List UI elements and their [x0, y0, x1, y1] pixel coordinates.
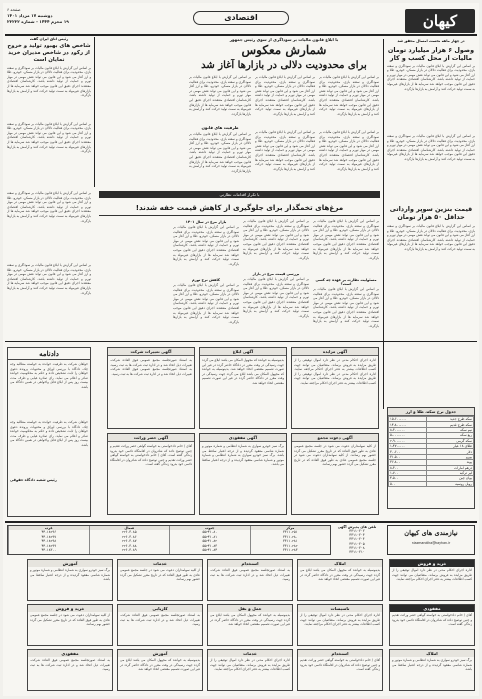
classified-ad-text: اداره اجرای احکام مدنی در نظر دارد اموال توقیفی را از طریق مزایده به فروش برساند. متقاضیان می توانند جهت کسب اطلاعات بیشتر به دفتر اجرای احکام مراجعه نمایند. [210, 658, 290, 672]
region-phone: ۲۲۶۰۳۰۸۷ [121, 539, 137, 544]
right-story-1: در چهار ماهه نخست امسال محقق شد وصول ۶ هزار میلیارد تومان مالیات از محل کسب و کار بر اساس این گزارش با ابلاغ قانون مالیات بر سوداگری و سفته بازی، محدودیت برای فعالیت دلالان در بازار مسکن، خودرو، طلا و ارز آغاز می شود و این قانون می تواند نقش مهمی در مهار تورم و حمایت از تولید داشته باشد. کارشناسان اقتصادی معتقدند اجرای دقیق این قانون موجب خواهد شد سرمایه ها از بازارهای غیرمولد به سمت تولید حرکت کنند و آرامش به بازارها بازگردد. [387, 39, 475, 91]
region-phone: ۵۵۲۴۱۰۸۱ [202, 534, 218, 539]
region-phone: ۳۳۱۱۰۲۵۱ [282, 530, 298, 535]
classifieds-phones: تلفن های پذیرش آگهی ۳۳۱۱۰۲۰۲ ۳۳۱۱۰۲۰۳ ۳۳۱۱۰۲۰۴ ۳۳۱۱۰۲۰۵ ۳۳۱۱۰۲۰۸ ۳۳۱۱۰۲۱۰ [331, 525, 383, 555]
legal-notice [199, 433, 287, 515]
classified-ad [27, 604, 113, 646]
classified-ad-text: به استناد صورتجلسه مجمع عمومی فوق العاده شرکت، تغییرات ذیل اتخاذ شد و در اداره ثبت شرکت ها به ثبت رسید. [210, 568, 290, 582]
classified-ad [117, 649, 203, 691]
legal-notice-title: آگهی مزایده [292, 348, 378, 356]
column-rule [94, 37, 95, 187]
classified-ad [207, 559, 293, 601]
classifieds-logo: نیازمندی های کیهان niazmandiha@kayhan.ir [387, 525, 475, 555]
region-phone: ۳۳۱۱۰۲۸۲ [282, 543, 298, 548]
classified-ad-text: برگ سبز خودرو سواری به شماره انتظامی و شماره موتور و شماره شاسی مفقود گردیده و از درجه اعتبار ساقط می باشد. [392, 658, 472, 672]
legal-notice-text: بدینوسیله به خوانده که مجهول المکان می باشد ابلاغ می گردد جهت رسیدگی در وقت مقرر در دادگاه حاضر گردد در غیر این صورت تصمیم مقتضی اتخاذ خواهد شد. بدینوسیله به خوانده که مجهول المکان می باشد ابلاغ می گردد جهت رسیدگی در وقت مقرر در دادگاه حاضر گردد در غیر این صورت تصمیم مقتضی اتخاذ خواهد شد. [202, 358, 284, 385]
classified-ad [389, 559, 475, 601]
classified-ad [117, 559, 203, 601]
legal-notice-title: آگهی دعوت مجمع [292, 434, 378, 442]
dadnameh-title: دادنامه [8, 348, 90, 360]
classified-ad-title: مفقودی [28, 650, 112, 657]
classified-ad [207, 649, 293, 691]
region-phone: ۵۵۲۴۱۰۸۳ [202, 543, 218, 548]
gold-item-price: ۳۶،۸۰۰ [389, 460, 427, 465]
gold-item-price: ۱،۴۷۰،۰۰۰ [389, 443, 427, 448]
legal-notice-text: آقای / خانم دادخواستی به خواسته گواهی حصر وراثت تقدیم و چنین توضیح داده که شادروان در اقامتگاه دائمی خود بدرود زندگی گفته است. آقای / خانم دادخواستی به خواسته گواهی حصر وراثت تقدیم و چنین توضیح داده که شادروان در اقامتگاه دائمی خود بدرود زندگی گفته است. [110, 444, 192, 467]
main-story-kicker: با ابلاغ قانون مالیات بر سوداگری از سوی رئیس جمهور [229, 37, 339, 42]
classified-ad-title: استخدام [208, 560, 292, 567]
classified-ad-title: خدمات [118, 560, 202, 567]
legal-notice-title: آگهی ابلاغ [200, 348, 286, 356]
region-phone-column [89, 526, 170, 554]
gold-table-row [389, 481, 474, 486]
middle-story-kicker: با تکرار اقدامات نظارتی [99, 191, 380, 198]
gold-item-name: ربع سکه [426, 433, 474, 438]
region-phone: ۵۵۲۴۱۰۸۴ [202, 548, 218, 553]
middle-col-3: بازار مرغ در سال ۱۴۰۱ بر اساس این گزارش با ابلاغ قانون مالیات بر سوداگری و سفته بازی، محدودیت برای فعالیت دلالان در بازار مسکن، خودرو، طلا و ارز آغاز می شود و این قانون می تواند نقش مهمی در مهار تورم و حمایت از تولید داشته باشد. کارشناسان اقتصادی معتقدند اجرای دقیق این قانون موجب خواهد شد سرمایه ها از بازارهای غیرمولد به سمت تولید حرکت کنند و آرامش به بازارها بازگردد. کاهش نرخ تورم بر اساس این گزارش با ابلاغ قانون مالیات بر سوداگری و سفته بازی، محدودیت برای فعالیت دلالان در بازار مسکن، خودرو، طلا و ارز آغاز می شود و این قانون می تواند نقش مهمی در مهار تورم و حمایت از تولید داشته باشد. کارشناسان اقتصادی معتقدند اجرای دقیق این قانون موجب خواهد شد سرمایه ها از بازارهای غیرمولد به سمت تولید حرکت کنند و آرامش به بازارها بازگردد. [173, 220, 239, 324]
legal-notice-title: آگهی حصر وراثت [108, 434, 194, 442]
region-phone: ۳۳۱۱۰۲۸۳ [282, 548, 298, 553]
gold-item-name: لیر ترکیه [426, 470, 474, 475]
middle-col-2: بر اساس این گزارش با ابلاغ قانون مالیات بر سوداگری و سفته بازی، محدودیت برای فعالیت دلالان در بازار مسکن، خودرو، طلا و ارز آغاز می شود و این قانون می تواند نقش مهمی در مهار تورم و حمایت از تولید داشته باشد. کارشناسان اقتصادی معتقدند اجرای دقیق این قانون موجب خواهد شد سرمایه ها از بازارهای غیرمولد به سمت تولید حرکت کنند و آرامش به بازارها بازگردد. بررسی قیمت مرغ در بازار بر اساس این گزارش با ابلاغ قانون مالیات بر سوداگری و سفته بازی، محدودیت برای فعالیت دلالان در بازار مسکن، خودرو، طلا و ارز آغاز می شود و این قانون می تواند نقش مهمی در مهار تورم و حمایت از تولید داشته باشد. کارشناسان اقتصادی معتقدند اجرای دقیق این قانون موجب خواهد شد سرمایه ها از بازارهای غیرمولد به سمت تولید حرکت کنند و آرامش به بازارها بازگردد. [243, 219, 309, 318]
classified-ad-title: مفقودی [390, 605, 474, 612]
classified-ad [297, 604, 383, 646]
legal-notice-text: از کلیه سهامداران دعوت می شود در جلسه مجمع عمومی عادی به طور فوق العاده که در تاریخ مقرر تشکیل می گردد حضور بهم رسانند. از کلیه سهامداران دعوت می شود در جلسه مجمع عمومی عادی به طور فوق العاده که در تاریخ مقرر تشکیل می گردد حضور بهم رسانند. [294, 444, 376, 467]
region-phone-column [169, 526, 250, 554]
classified-ad [117, 604, 203, 646]
masthead-rule [5, 34, 477, 36]
gold-item-price: ۴،۵۰۰ [389, 476, 427, 481]
gold-item-name: سکه گرمی [426, 438, 474, 443]
region-phone: ۳۳۱۱۰۲۸۱ [282, 539, 298, 544]
region-phone: ۵۵۲۴۱۰۸۲ [202, 539, 218, 544]
gold-item-name: درهم امارات [426, 465, 474, 470]
legal-notice-title: آگهی مفقودی [200, 434, 286, 442]
middle-col-4: بر اساس این گزارش با ابلاغ قانون مالیات بر سوداگری و سفته بازی، محدودیت برای فعالیت دلالان در بازار مسکن، خودرو، طلا و ارز آغاز می شود و این قانون می تواند نقش مهمی در مهار تورم و حمایت از تولید داشته باشد. کارشناسان اقتصادی معتقدند اجرای دقیق این قانون موجب خواهد شد سرمایه ها از بازارهای غیرمولد به سمت تولید حرکت کنند و آرامش به بازارها بازگردد. بر اساس این گزارش با ابلاغ قانون مالیات بر سوداگری و سفته بازی، محدودیت برای فعالیت دلالان در بازار مسکن، خودرو، طلا و ارز آغاز می شود و این قانون می تواند نقش مهمی در مهار تورم و حمایت از تولید داشته باشد. کارشناسان اقتصادی معتقدند اجرای دقیق این قانون موجب خواهد شد سرمایه ها از بازارهای غیرمولد به سمت تولید حرکت کنند و آرامش به بازارها بازگردد. [7, 191, 91, 295]
gold-item-name: سکه طرح قدیم [426, 422, 474, 427]
gold-item-name: روبل روسیه [426, 481, 474, 486]
logo-text: کیهان [422, 12, 458, 30]
classified-ad [297, 559, 383, 601]
classified-ad [27, 559, 113, 601]
phone-number: ۳۳۱۱۰۲۰۲ [349, 529, 365, 533]
classified-ad-title: حمل و نقل [208, 605, 292, 612]
legal-notice [107, 347, 195, 429]
main-body-col-1: بر اساس این گزارش با ابلاغ قانون مالیات بر سوداگری و سفته بازی، محدودیت برای فعالیت دلالان در بازار مسکن، خودرو، طلا و ارز آغاز می شود و این قانون می تواند نقش مهمی در مهار تورم و حمایت از تولید داشته باشد. کارشناسان اقتصادی معتقدند اجرای دقیق این قانون موجب خواهد شد سرمایه ها از بازارهای غیرمولد به سمت تولید حرکت کنند و آرامش به بازارها بازگردد. بر اساس این گزارش با ابلاغ قانون مالیات بر سوداگری و سفته بازی، محدودیت برای فعالیت دلالان در بازار مسکن، خودرو، طلا و ارز آغاز می شود و این قانون می تواند نقش مهمی در مهار تورم و حمایت از تولید داشته باشد. کارشناسان اقتصادی معتقدند اجرای دقیق این قانون موجب خواهد شد سرمایه ها از بازارهای غیرمولد به سمت تولید حرکت کنند و آرامش به بازارها بازگردد. [319, 75, 379, 171]
legal-notice-text: برگ سبز خودرو سواری به شماره انتظامی و شماره موتور و شماره شاسی مفقود گردیده و از درجه اعتبار ساقط می باشد. برگ سبز خودرو سواری به شماره انتظامی و شماره موتور و شماره شاسی مفقود گردیده و از درجه اعتبار ساقط می باشد. [202, 444, 284, 467]
phone-number: ۳۳۱۱۰۲۰۴ [349, 537, 365, 542]
phone-number: ۳۳۱۱۰۲۰۸ [349, 545, 365, 550]
region-head: جنوب [170, 526, 250, 530]
gold-item-name: یورو [426, 454, 474, 459]
gold-table-box [387, 407, 475, 509]
gold-table-title: جدول نرخ سکه، طلا و ارز [388, 408, 474, 416]
classified-ad-text: از کلیه سهامداران دعوت می شود در جلسه مجمع عمومی عادی به طور فوق العاده که در تاریخ مقرر تشکیل می گردد حضور بهم رسانند. [120, 568, 200, 582]
main-headline-2: برای محدودیت دلالی در بازارها آغاز شد [201, 60, 367, 71]
region-phone: ۲۲۶۰۳۰۸۹ [121, 548, 137, 553]
legal-notice [199, 347, 287, 429]
classified-ad-title: آموزش [28, 560, 112, 567]
region-phone: ۴۴۰۱۸۲۹۶ [41, 530, 57, 535]
region-phone-column [250, 526, 331, 554]
region-phone: ۲۲۶۰۳۰۸۵ [121, 530, 137, 535]
legal-notice [291, 347, 379, 429]
classified-ad-text: از کلیه سهامداران دعوت می شود در جلسه مجمع عمومی عادی به طور فوق العاده که در تاریخ مقرر تشکیل می گردد حضور بهم رسانند. [30, 613, 110, 627]
classified-ad-text: آقای / خانم دادخواستی به خواسته گواهی حصر وراثت تقدیم و چنین توضیح داده که شادروان در اقامتگاه دائمی خود بدرود زندگی گفته است. [392, 613, 472, 627]
right-story-1-headline: وصول ۶ هزار میلیارد تومان مالیات از محل کسب و کار [387, 45, 475, 62]
legal-notice-title: آگهی تغییرات شرکت [108, 348, 194, 356]
classified-ad-text: اداره اجرای احکام مدنی در نظر دارد اموال توقیفی را از طریق مزایده به فروش برساند. متقاضیان می توانند جهت کسب اطلاعات بیشتر به دفتر اجرای احکام مراجعه نمایند. [300, 613, 380, 627]
gold-item-price: ۱،۷۰۰ [389, 470, 427, 475]
gold-item-price: ۵،۰۰۰،۰۰۰ [389, 433, 427, 438]
classified-ad [27, 649, 113, 691]
middle-story-headline: مرغ‌های تخمگذار برای جلوگیری از کاهش قیمت خفه شدند! [99, 200, 380, 216]
region-phone: ۴۴۰۱۸۲۹۹ [41, 543, 57, 548]
region-phone: ۴۴۰۱۸۲۹۷ [41, 534, 57, 539]
classified-ad-title: استخدام [298, 650, 382, 657]
classified-ad-text: بدینوسیله به خوانده که مجهول المکان می باشد ابلاغ می گردد جهت رسیدگی در وقت مقرر در دادگاه حاضر گردد در غیر این صورت تصمیم مقتضی اتخاذ خواهد شد. [300, 568, 380, 582]
classified-ad-text: آقای / خانم دادخواستی به خواسته گواهی حصر وراثت تقدیم و چنین توضیح داده که شادروان در اقامتگاه دائمی خود بدرود زندگی گفته است. [300, 658, 380, 672]
region-head: مرکز [251, 526, 331, 530]
main-headline-1: شمارش معکوس [241, 43, 327, 57]
gold-item-price: ۳۱،۵۰۰ [389, 454, 427, 459]
region-phone: ۲۲۶۰۳۰۸۸ [121, 543, 137, 548]
main-body-col-3: بر اساس این گزارش با ابلاغ قانون مالیات بر سوداگری و سفته بازی، محدودیت برای فعالیت دلالان در بازار مسکن، خودرو، طلا و ارز آغاز می شود و این قانون می تواند نقش مهمی در مهار تورم و حمایت از تولید داشته باشد. کارشناسان اقتصادی معتقدند اجرای دقیق این قانون موجب خواهد شد سرمایه ها از بازارهای غیرمولد به سمت تولید حرکت کنند و آرامش به بازارها بازگردد. ظرفیت های قانون بر اساس این گزارش با ابلاغ قانون مالیات بر سوداگری و سفته بازی، محدودیت برای فعالیت دلالان در بازار مسکن، خودرو، طلا و ارز آغاز می شود و این قانون می تواند نقش مهمی در مهار تورم و حمایت از تولید داشته باشد. کارشناسان اقتصادی معتقدند اجرای دقیق این قانون موجب خواهد شد سرمایه ها از بازارهای غیرمولد به سمت تولید حرکت کنند و آرامش به بازارها بازگردد. [189, 75, 251, 173]
region-phone: ۴۴۰۱۸۳۰۰ [41, 548, 57, 553]
classified-ad-title: آموزش [118, 650, 202, 657]
gold-item-price: ۱۴،۸۰۰،۰۰۰ [389, 422, 427, 427]
classified-ad-text: اداره اجرای احکام مدنی در نظر دارد اموال توقیفی را از طریق مزایده به فروش برساند. متقاضیان می توانند جهت کسب اطلاعات بیشتر به دفتر اجرای احکام مراجعه نمایند. [392, 568, 472, 582]
section-rule [5, 341, 477, 342]
legal-notice-text: به استناد صورتجلسه مجمع عمومی فوق العاده شرکت، تغییرات ذیل اتخاذ شد و در اداره ثبت شرکت ها به ثبت رسید. به استناد صورتجلسه مجمع عمومی فوق العاده شرکت، تغییرات ذیل اتخاذ شد و در اداره ثبت شرکت ها به ثبت رسید. [110, 358, 192, 376]
gold-item-name: یوان چین [426, 476, 474, 481]
classified-ad [389, 604, 475, 646]
region-head: غرب [9, 526, 89, 530]
gold-item-name: طلای ۱۸ عیار [426, 443, 474, 448]
page-label: صفحه ۶ [7, 7, 21, 12]
classified-ad-title: کاریابی [118, 605, 202, 612]
classified-ad-title: املاک [298, 560, 382, 567]
newspaper-page [3, 3, 479, 696]
gold-item-name: پوند [426, 460, 474, 465]
classified-ad [207, 604, 293, 646]
masthead-logo [405, 9, 475, 33]
gold-item-price: ۸،۳۰۰،۰۰۰ [389, 427, 427, 432]
legal-notice [107, 433, 195, 515]
gold-item-price: ۱۵،۶۰۰،۰۰۰ [389, 417, 427, 422]
classified-ad-text: بدینوسیله به خوانده که مجهول المکان می باشد ابلاغ می گردد جهت رسیدگی در وقت مقرر در دادگاه حاضر گردد در غیر این صورت تصمیم مقتضی اتخاذ خواهد شد. [210, 613, 290, 627]
gold-item-price: ۳۰،۶۰۰ [389, 449, 427, 454]
classified-ad-title: املاک [390, 650, 474, 657]
date-line: دوشنبه ۱۷ مرداد ۱۴۰۱ ۱۹ محرم ۱۴۴۴ - شماره ۲۳۲۳۲ [7, 13, 69, 24]
phone-number: ۳۳۱۱۰۲۰۳ [349, 533, 365, 538]
classified-ad-title: خدمات [208, 650, 292, 657]
middle-col-1: بر اساس این گزارش با ابلاغ قانون مالیات بر سوداگری و سفته بازی، محدودیت برای فعالیت دلالان در بازار مسکن، خودرو، طلا و ارز آغاز می شود و این قانون می تواند نقش مهمی در مهار تورم و حمایت از تولید داشته باشد. کارشناسان اقتصادی معتقدند اجرای دقیق این قانون موجب خواهد شد سرمایه ها از بازارهای غیرمولد به سمت تولید حرکت کنند و آرامش به بازارها بازگردد. مسئولیت نظارت بر عهده چه کسی است؟ بر اساس این گزارش با ابلاغ قانون مالیات بر سوداگری و سفته بازی، محدودیت برای فعالیت دلالان در بازار مسکن، خودرو، طلا و ارز آغاز می شود و این قانون می تواند نقش مهمی در مهار تورم و حمایت از تولید داشته باشد. کارشناسان اقتصادی معتقدند اجرای دقیق این قانون موجب خواهد شد سرمایه ها از بازارهای غیرمولد به سمت تولید حرکت کنند و آرامش به بازارها بازگردد. [313, 219, 379, 328]
region-phone: ۲۲۶۰۳۰۸۶ [121, 534, 137, 539]
main-body-col-2: بر اساس این گزارش با ابلاغ قانون مالیات بر سوداگری و سفته بازی، محدودیت برای فعالیت دلالان در بازار مسکن، خودرو، طلا و ارز آغاز می شود و این قانون می تواند نقش مهمی در مهار تورم و حمایت از تولید داشته باشد. کارشناسان اقتصادی معتقدند اجرای دقیق این قانون موجب خواهد شد سرمایه ها از بازارهای غیرمولد به سمت تولید حرکت کنند و آرامش به بازارها بازگردد. بر اساس این گزارش با ابلاغ قانون مالیات بر سوداگری و سفته بازی، محدودیت برای فعالیت دلالان در بازار مسکن، خودرو، طلا و ارز آغاز می شود و این قانون می تواند نقش مهمی در مهار تورم و حمایت از تولید داشته باشد. کارشناسان اقتصادی معتقدند اجرای دقیق این قانون موجب خواهد شد سرمایه ها از بازارهای غیرمولد به سمت تولید حرکت کنند و آرامش به بازارها بازگردد. [255, 75, 315, 171]
right-story-2: بر اساس این گزارش با ابلاغ قانون مالیات بر سوداگری و سفته بازی، محدودیت برای فعالیت دلالان در بازار مسکن، خودرو، طلا و ارز آغاز می شود و این قانون می تواند نقش مهمی در مهار تورم و حمایت از تولید داشته باشد. کارشناسان اقتصادی معتقدند اجرای دقیق این قانون موجب خواهد شد سرمایه ها از بازارهای غیرمولد به سمت تولید حرکت کنند و آرامش به بازارها بازگردد. قیمت بنزین سوپر وارداتی حداقل ۵۰ هزار تومان بر اساس این گزارش با ابلاغ قانون مالیات بر سوداگری و سفته بازی، محدودیت برای فعالیت دلالان در بازار مسکن، خودرو، طلا و ارز آغاز می شود و این قانون می تواند نقش مهمی در مهار تورم و حمایت از تولید داشته باشد. کارشناسان اقتصادی معتقدند اجرای دقیق این قانون موجب خواهد شد سرمایه ها از بازارهای غیرمولد به سمت تولید حرکت کنند و آرامش به بازارها بازگردد. [387, 134, 475, 251]
phone-number: ۳۳۱۱۰۲۰۵ [349, 541, 365, 546]
dadnameh-box: دادنامه خواهان شرکت به طرفیت خوانده به خواسته مطالبه وجه چک، دادگاه با بررسی اوراق و محتویات پرونده دعوی خواهان را ثابت تشخیص داده و حکم به محکومیت خوانده صادر و اعلام می نماید. رای صادره غیابی و ظرف مدت بیست روز پس از ابلاغ قابل واخواهی در همین دادگاه می باشد. خواهان شرکت به طرفیت خوانده به خواسته مطالبه وجه چک، دادگاه با بررسی اوراق و محتویات پرونده دعوی خواهان را ثابت تشخیص داده و حکم به محکومیت خوانده صادر و اعلام می نماید. رای صادره غیابی و ظرف مدت بیست روز پس از ابلاغ قابل واخواهی در همین دادگاه می باشد. رئیس شعبه دادگاه حقوقی [7, 347, 91, 517]
region-head: شمال [90, 526, 170, 530]
legal-notice-text: اداره اجرای احکام مدنی در نظر دارد اموال توقیفی را از طریق مزایده به فروش برساند. متقاضیان می توانند جهت کسب اطلاعات بیشتر به دفتر اجرای احکام مراجعه نمایند. اداره اجرای احکام مدنی در نظر دارد اموال توقیفی را از طریق مزایده به فروش برساند. متقاضیان می توانند جهت کسب اطلاعات بیشتر به دفتر اجرای احکام مراجعه نمایند. [294, 358, 376, 385]
region-phone: ۵۵۲۴۱۰۸۰ [202, 530, 218, 535]
classified-ad-title: خرید و فروش [28, 605, 112, 612]
gold-item-price: ۵۰۰ [389, 481, 427, 486]
phone-number: ۳۳۱۱۰۲۱۰ [349, 550, 365, 555]
gold-item-name: دلار [426, 449, 474, 454]
left-story-headline: شاخص های بهبود تولید و خروج از رکود در شاخص مدیران خرید نمایان است [7, 42, 91, 63]
gold-table [388, 416, 474, 487]
legal-notice [291, 433, 379, 515]
right-story-2-headline: قیمت بنزین سوپر وارداتی حداقل ۵۰ هزار تومان [389, 205, 473, 221]
classifieds-rule [5, 521, 477, 523]
gold-item-price: ۲،۹۰۰،۰۰۰ [389, 438, 427, 443]
column-rule [383, 39, 384, 409]
classified-ad-title: خرید و فروش [390, 560, 474, 567]
gold-item-price: ۸،۳۰۰ [389, 465, 427, 470]
classified-ad-title: تاسیسات [298, 605, 382, 612]
classified-ad [297, 649, 383, 691]
gold-item-name: سکه طرح جدید [426, 417, 474, 422]
classified-ad-text: بدینوسیله به خوانده که مجهول المکان می باشد ابلاغ می گردد جهت رسیدگی در وقت مقرر در دادگاه حاضر گردد در غیر این صورت تصمیم مقتضی اتخاذ خواهد شد. [120, 658, 200, 672]
gold-item-name: نیم سکه [426, 427, 474, 432]
classified-ad-text: به استناد صورتجلسه مجمع عمومی فوق العاده شرکت، تغییرات ذیل اتخاذ شد و در اداره ثبت شرکت ها به ثبت رسید. [120, 613, 200, 627]
section-title: اقتصادی [193, 11, 289, 25]
region-phone-column [8, 526, 89, 554]
region-phone: ۴۴۰۱۸۲۹۸ [41, 539, 57, 544]
left-story: رئیس اتاق ایران گفت شاخص های بهبود تولید و خروج از رکود در شاخص مدیران خرید نمایان است بر اساس این گزارش با ابلاغ قانون مالیات بر سوداگری و سفته بازی، محدودیت برای فعالیت دلالان در بازار مسکن، خودرو، طلا و ارز آغاز می شود و این قانون می تواند نقش مهمی در مهار تورم و حمایت از تولید داشته باشد. کارشناسان اقتصادی معتقدند اجرای دقیق این قانون موجب خواهد شد سرمایه ها از بازارهای غیرمولد به سمت تولید حرکت کنند و آرامش به بازارها بازگردد. بر اساس این گزارش با ابلاغ قانون مالیات بر سوداگری و سفته بازی، محدودیت برای فعالیت دلالان در بازار مسکن، خودرو، طلا و ارز آغاز می شود و این قانون می تواند نقش مهمی در مهار تورم و حمایت از تولید داشته باشد. کارشناسان اقتصادی معتقدند اجرای دقیق این قانون موجب خواهد شد سرمایه ها از بازارهای غیرمولد به سمت تولید حرکت کنند و آرامش به بازارها بازگردد. [7, 37, 91, 154]
classified-ad-text: برگ سبز خودرو سواری به شماره انتظامی و شماره موتور و شماره شاسی مفقود گردیده و از درجه اعتبار ساقط می باشد. [30, 568, 110, 582]
classified-ad [389, 649, 475, 691]
classifieds-columns [7, 525, 331, 555]
classified-ad-text: به استناد صورتجلسه مجمع عمومی فوق العاده شرکت، تغییرات ذیل اتخاذ شد و در اداره ثبت شرکت ها به ثبت رسید. [30, 658, 110, 672]
region-phone: ۳۳۱۱۰۲۸۰ [282, 534, 298, 539]
